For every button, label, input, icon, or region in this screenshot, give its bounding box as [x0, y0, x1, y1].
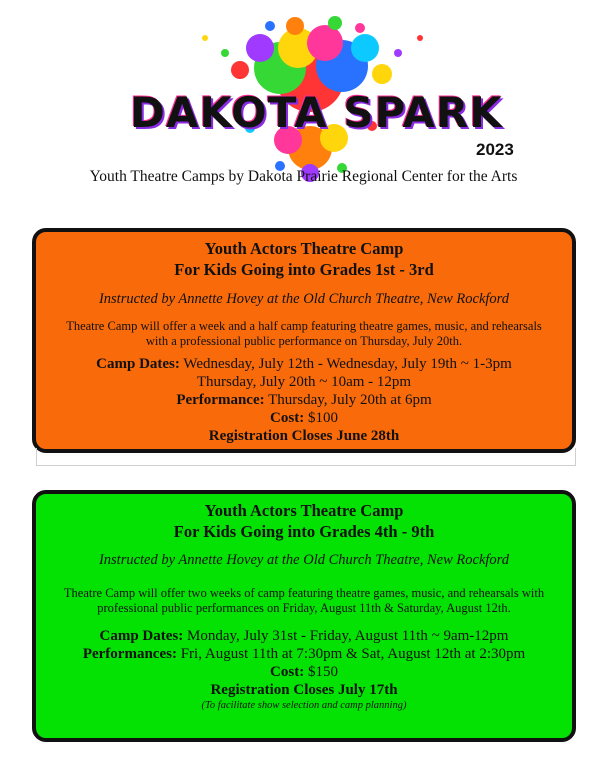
camp-performance-value: Thursday, July 20th at 6pm [268, 392, 432, 408]
camp-performance-label: Performance: [176, 392, 265, 408]
camp-performance-value: Fri, August 11th at 7:30pm & Sat, August 12th at 2:30pm [180, 646, 526, 662]
camp-grades: For Kids Going into Grades 4th - 9th [173, 522, 435, 541]
camp-dates-label: Camp Dates: [96, 356, 180, 372]
camp-instructor: Instructed by Annette Hovey at the Old Church Theatre, New Rockford [98, 552, 510, 568]
page-tagline: Youth Theatre Camps by Dakota Prairie Regional Center for the Arts [89, 168, 518, 185]
camp-card-grades-1-3 [32, 228, 576, 453]
camp-dates-value: Monday, July 31st - Friday, August 11th ~ 9am-12pm [187, 628, 509, 644]
camp-dates [36, 627, 572, 645]
camp-title: Youth Actors Theatre Camp [204, 239, 404, 258]
logo-title: DAKOTA SPARK [130, 88, 503, 137]
camp-cost-label: Cost: [270, 664, 305, 680]
camp-description: Theatre Camp will offer a week and a half camp featuring theatre games, music, and rehearsals with a professional public performance on Thursday, July 20th. [66, 319, 542, 348]
camp-registration-deadline: Registration Closes July 17th [210, 682, 398, 698]
camp-cost [36, 663, 572, 681]
camp-dates [36, 355, 572, 373]
camp-dates-value: Wednesday, July 12th - Wednesday, July 19th ~ 1-3pm [183, 356, 512, 372]
camp-performance [36, 391, 572, 409]
camp-registration-deadline: Registration Closes June 28th [208, 428, 400, 444]
camp-dates-label: Camp Dates: [99, 628, 184, 644]
camp-grades: For Kids Going into Grades 1st - 3rd [174, 260, 434, 279]
camp-description: Theatre Camp will offer two weeks of camp featuring theatre games, music, and rehearsals with professional public performances on Friday, August 11th & Saturday, August 12th. [63, 586, 545, 615]
camp-title: Youth Actors Theatre Camp [204, 501, 404, 520]
camp-cost [36, 409, 572, 427]
camp-dates-value-2: Thursday, July 20th ~ 10am - 12pm [196, 374, 412, 390]
camp-cost-value: $150 [307, 664, 338, 680]
camp-cost-label: Cost: [270, 410, 305, 426]
camp-performance-label: Performances: [82, 646, 177, 662]
camp-cost-value: $100 [307, 410, 338, 426]
camp-instructor: Instructed by Annette Hovey at the Old Church Theatre, New Rockford [98, 291, 510, 307]
card-shadow-frame [36, 448, 576, 466]
camp-performance [36, 645, 572, 663]
camp-registration-note: (To facilitate show selection and camp planning) [201, 700, 407, 711]
logo-year: 2023 [476, 140, 514, 159]
camp-card-grades-4-9 [32, 490, 576, 742]
